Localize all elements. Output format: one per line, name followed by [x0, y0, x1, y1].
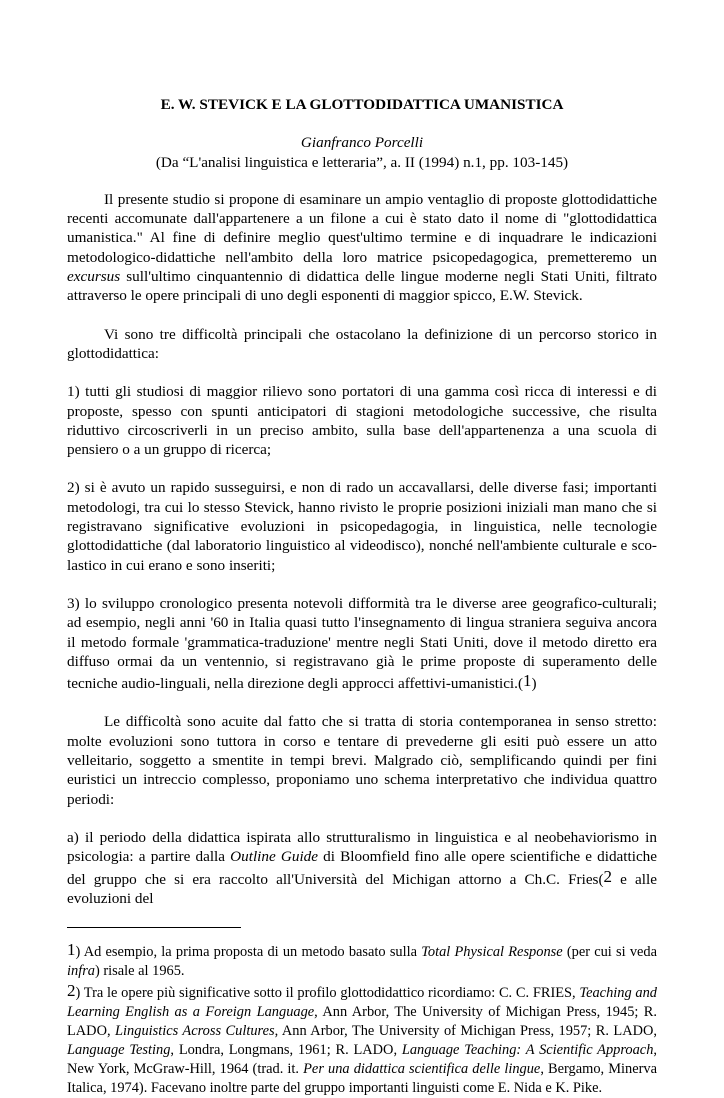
footnotes — [67, 940, 657, 1098]
paragraph-point-2: 2) si è avuto un rapido susseguirsi, e non di rado un accavallarsi, delle diverse fasi; importanti metodologi, tra cui lo stesso Stevick, hanno rivisto le proprie posizioni iniziali man mano che si registravano significative evoluzioni in psicopedagogia, in linguistica, nelle tecnologie glottodidattiche (dal laboratorio linguistico al videodisco), nonché nell'ambiente culturale e sco-lastico in cui erano e sono inseriti; — [67, 479, 657, 574]
footnote-ref-2[interactable]: 2 — [603, 866, 613, 886]
paragraph-periods: Le difficoltà sono acuite dal fatto che si tratta di storia contemporanea in senso stretto: molte evoluzioni sono tuttora in corso e tentare di prevederne gli esiti può essere un atto velleitario, soggetto a smentite in tempi brevi. Malgrado ciò, semplificando quindi per fini euristici un intreccio complesso, proponiamo uno schema interpretativo che individua quattro periodi: — [67, 713, 657, 808]
footnote-2: 2) Tra le opere più significative sotto il profilo glottodidattico ricordiamo: C. C. FRIES, Teaching and Learning English as a Foreign Language, Ann Arbor, The University of Michigan Press, 1945; R. LADO, Linguistics Across Cultures, Ann Arbor, The University of Michigan Press, 1957; R. LADO, Language Testing, Londra, Longmans, 1961; R. LADO, Language Teaching: A Scientific Approach, New York, McGraw-Hill, 1964 (trad. it. Per una didattica scientifica delle lingue, Bergamo, Minerva Italica, 1974). Facevano inoltre parte del gruppo importanti linguisti come E. Nida e K. Pike. — [67, 981, 658, 1097]
emphasis-outline-guide: Outline Guide — [230, 848, 319, 866]
author-name: Gianfranco Porcelli — [300, 134, 424, 152]
footnote-separator — [67, 927, 241, 928]
paragraph-difficulties: Vi sono tre difficoltà principali che ostacolano la definizione di un percorso storico in glottodidattica: — [67, 325, 657, 362]
document-title: E. W. STEVICK E LA GLOTTODIDATTICA UMANISTICA — [160, 96, 564, 113]
footnote-ref-1[interactable]: 1 — [523, 671, 532, 691]
emphasis-excursus: excursus — [67, 268, 121, 286]
paragraph-intro: Il presente studio si propone di esaminare un ampio ventaglio di proposte glottodidattiche recenti accomunate dall'appartenere a un filone a cui è stato dato il nome di "glottodidattica umanistica." Al fine di definire meglio quest'ultimo termine e di inquadrare le indicazioni metodologico-didattiche nell'ambito della loro matrice psicopedagogica, premetteremo un excursus sull'ultimo cinquantennio di didattica delle lingue moderne negli Stati Uniti, filtrato attraverso le opere principali di uno degli esponenti di maggior spicco, E.W. Stevick. — [67, 190, 657, 305]
paragraph-point-3: 3) lo sviluppo cronologico presenta notevoli difformità tra le diverse aree geografico-culturali; ad esempio, negli anni '60 in Italia quasi tutto l'insegnamento di lingua straniera seguiva ancora il metodo formale 'grammatica-traduzione' mentre negli Stati Uniti, dove il metodo diretto era diffuso ormai da un ventennio, si registravano già le prime proposte di superamento delle tecniche audio-linguali, nella direzione degli approcci affettivi-umanistici.(1) — [67, 594, 657, 693]
footnote-1: 1) Ad esempio, la prima proposta di un metodo basato sulla Total Physical Response (per cui si veda infra) risale al 1965. — [67, 940, 657, 980]
paragraph-point-1: 1) tutti gli studiosi di maggior rilievo sono portatori di una gamma così ricca di interessi e di proposte, spesso con spunti anticipatori di stagioni metodologiche successive, che risulta riduttivo circoscriverli in un preciso ambito, sulla base dell'appartenenza a una scuola di pensiero o a un gruppo di ricerca; — [67, 383, 657, 459]
footnote-number: 1 — [67, 940, 76, 960]
footnote-number: 2 — [67, 981, 76, 1001]
paragraph-period-a: a) il periodo della didattica ispirata allo strutturalismo in linguistica e al neobehaviorismo in psicologia: a partire dalla Outline Guide di Bloomfield fino alle opere scientifiche e didattiche del gruppo che si era raccolto all'Università del Michigan attorno a Ch.C. Fries(2 e alle evoluzioni del — [67, 828, 658, 907]
source-citation: (Da “L'analisi linguistica e letteraria”, a. II (1994) n.1, pp. 103-145) — [155, 153, 569, 171]
